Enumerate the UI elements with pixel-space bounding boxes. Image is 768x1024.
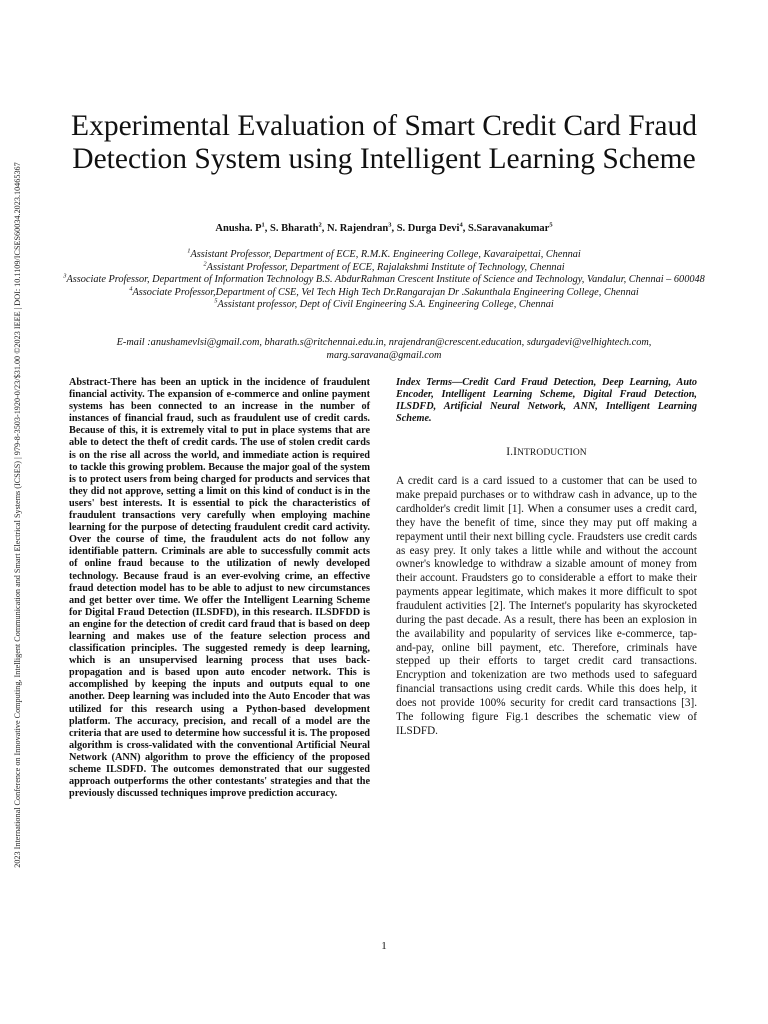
affiliation-4: $^4$Associate Professor,Department of CSE, Vel Tech High Tech Dr.Rangarajan Dr .Sakunthala Engineering College, Chennai [129, 285, 639, 298]
affiliation-3: $^3$Associate Professor, Department of Information Technology B.S. AbdurRahman Crescent Institute of Science and Technology, Vandalur, Chennai – 600048 [63, 272, 705, 286]
author-5: S.Saravanakumar$^5$ [467, 221, 553, 234]
author-line: Anusha. $P^1$, S. Bharath$^2$, N. Rajendran$^3$, S. Durga Devi$^4$, S.Saravanakumar$^5$ [215, 221, 553, 234]
page-number: 1 [381, 940, 387, 952]
right-column [396, 377, 697, 738]
index-terms: Index Terms—Credit Card Fraud Detection, Deep Learning, Auto Encoder, Intelligent Learning Scheme, Digital Fraud Detection, ILSDFD, Artificial Neural Network, ANN, Intelligent Learning Scheme. [396, 377, 697, 425]
affiliations [60, 249, 708, 312]
paper-title: Experimental Evaluation of Smart Credit Card Fraud Detection System using Intelligent Learning Scheme [71, 110, 697, 175]
introduction-paragraph: A credit card is a card issued to a customer that can be used to make prepaid purchases or to withdraw cash in advance, up to the cardholder's credit limit [1]. When a consumer uses a credit card, they have the benefit of time, since they may put off making a repayment until their next billing cycle. Fraudsters use credit cards as easy prey. It only takes a little while and without the account owner's knowledge to withdraw a sizable amount of money from their account. Fraudsters go to considerable a effort to make their payments appear legitimate, which makes it more difficult to spot fraudulent activities [2]. The Internet's popularity has skyrocketed during the past decade. As a result, there has been an explosion in the availability and popularity of services like e-commerce, tap-and-pay, online bill payment, etc. Therefore, criminals have stepped up their efforts to target credit card transactions. Encryption and tokenization are two methods used to safeguard financial transactions using credit cards. While this does help, it does not provide 100% security for credit card transactions [3]. The following figure Fig.1 describes the schematic view of ILSDFD. [396, 475, 697, 737]
author-emails: E-mail :anushamevlsi@gmail.com, bharath.s@ritchennai.edu.in, nrajendran@crescent.education, sdurgadevi@velhightech.com, marg.saravana@gmail.com [116, 337, 652, 361]
author-4: S. Durga Devi$^4$ [396, 221, 463, 234]
abstract-text: Abstract-There has been an uptick in the incidence of fraudulent financial activity. The expansion of e-commerce and online payment systems has been connected to an increase in the number of instances of financial fraud, such as fraudulent use of credit cards. Because of this, it is extremely vital to put in place systems that are able to detect the theft of credit cards. The use of stolen credit cards is on the rise all across the world, and immediate action is required to tackle this growing problem. Because the major goal of the system is to protect users from being charged for products and services that they did not approve, setting a limit on this kind of conduct is in the users' best interests. It is essential to pick the characteristics of fraudulent transactions very carefully when employing machine learning for the purpose of detecting fraudulent credit card activity. Over the course of time, the fraudulent acts do not follow any identifiable pattern. Criminals are able to successfully commit acts of online fraud because to the utilization of newly developed technology. Because fraud is an ever-evolving crime, an effective fraud detection model has to be able to adjust to new circumstances and get better over time. We offer the Intelligent Learning Scheme for Digital Fraud Detection (ILSDFD), in this research. ILSDFDD is an engine for the detection of credit card fraud that is based on deep learning and makes use of the feature selection process and classification principles. The suggested remedy is deep learning, which is an unsupervised learning process that uses back-propagation and is based upon auto encoder network. This is accomplished by keeping the inputs and outputs equal to one another. Deep learning was included into the Auto Encoder that was utilized for this research using a Python-based development platform. The accuracy, precision, and recall of a model are the criteria that are used to determine how successful it is. The proposed algorithm is cross-validated with the conventional Artificial Neural Network (ANN) algorithm to prove the efficiency of the proposed scheme ILSDFD. The outcomes demonstrated that our suggested approach outperforms the other contestants' strategies and that the previously discussed techniques improve prediction accuracy. [69, 377, 370, 800]
abstract-column [69, 377, 370, 800]
conference-sidebar [9, 92, 27, 937]
affiliation-2: $^2$Assistant Professor, Department of ECE, Rajalakshmi Institute of Technology, Chennai [203, 260, 565, 273]
author-3: N. Rajendran$^3$ [326, 221, 392, 234]
section-heading-introduction: I.INTRODUCTION [506, 446, 587, 459]
conference-doi-line: 2023 International Conference on Innovative Computing, Intelligent Communication and Smart Electrical Systems (ICSES) | 979-8-3503-1920-0/23/$31.00 ©2023 IEEE | DOI: 10.1109/ICSES60034.2023.10465367 [13, 161, 22, 868]
author-2: S. Bharath$^2$ [270, 221, 322, 234]
author-1: Anusha. $P^1$ [215, 221, 265, 234]
affiliation-1: $^1$Assistant Professor, Department of ECE, R.M.K. Engineering College, Kavaraipettai, Chennai [187, 247, 581, 260]
affiliation-5: $^5$Assistant professor, Dept of Civil Engineering S.A. Engineering College, Chennai [214, 297, 554, 311]
